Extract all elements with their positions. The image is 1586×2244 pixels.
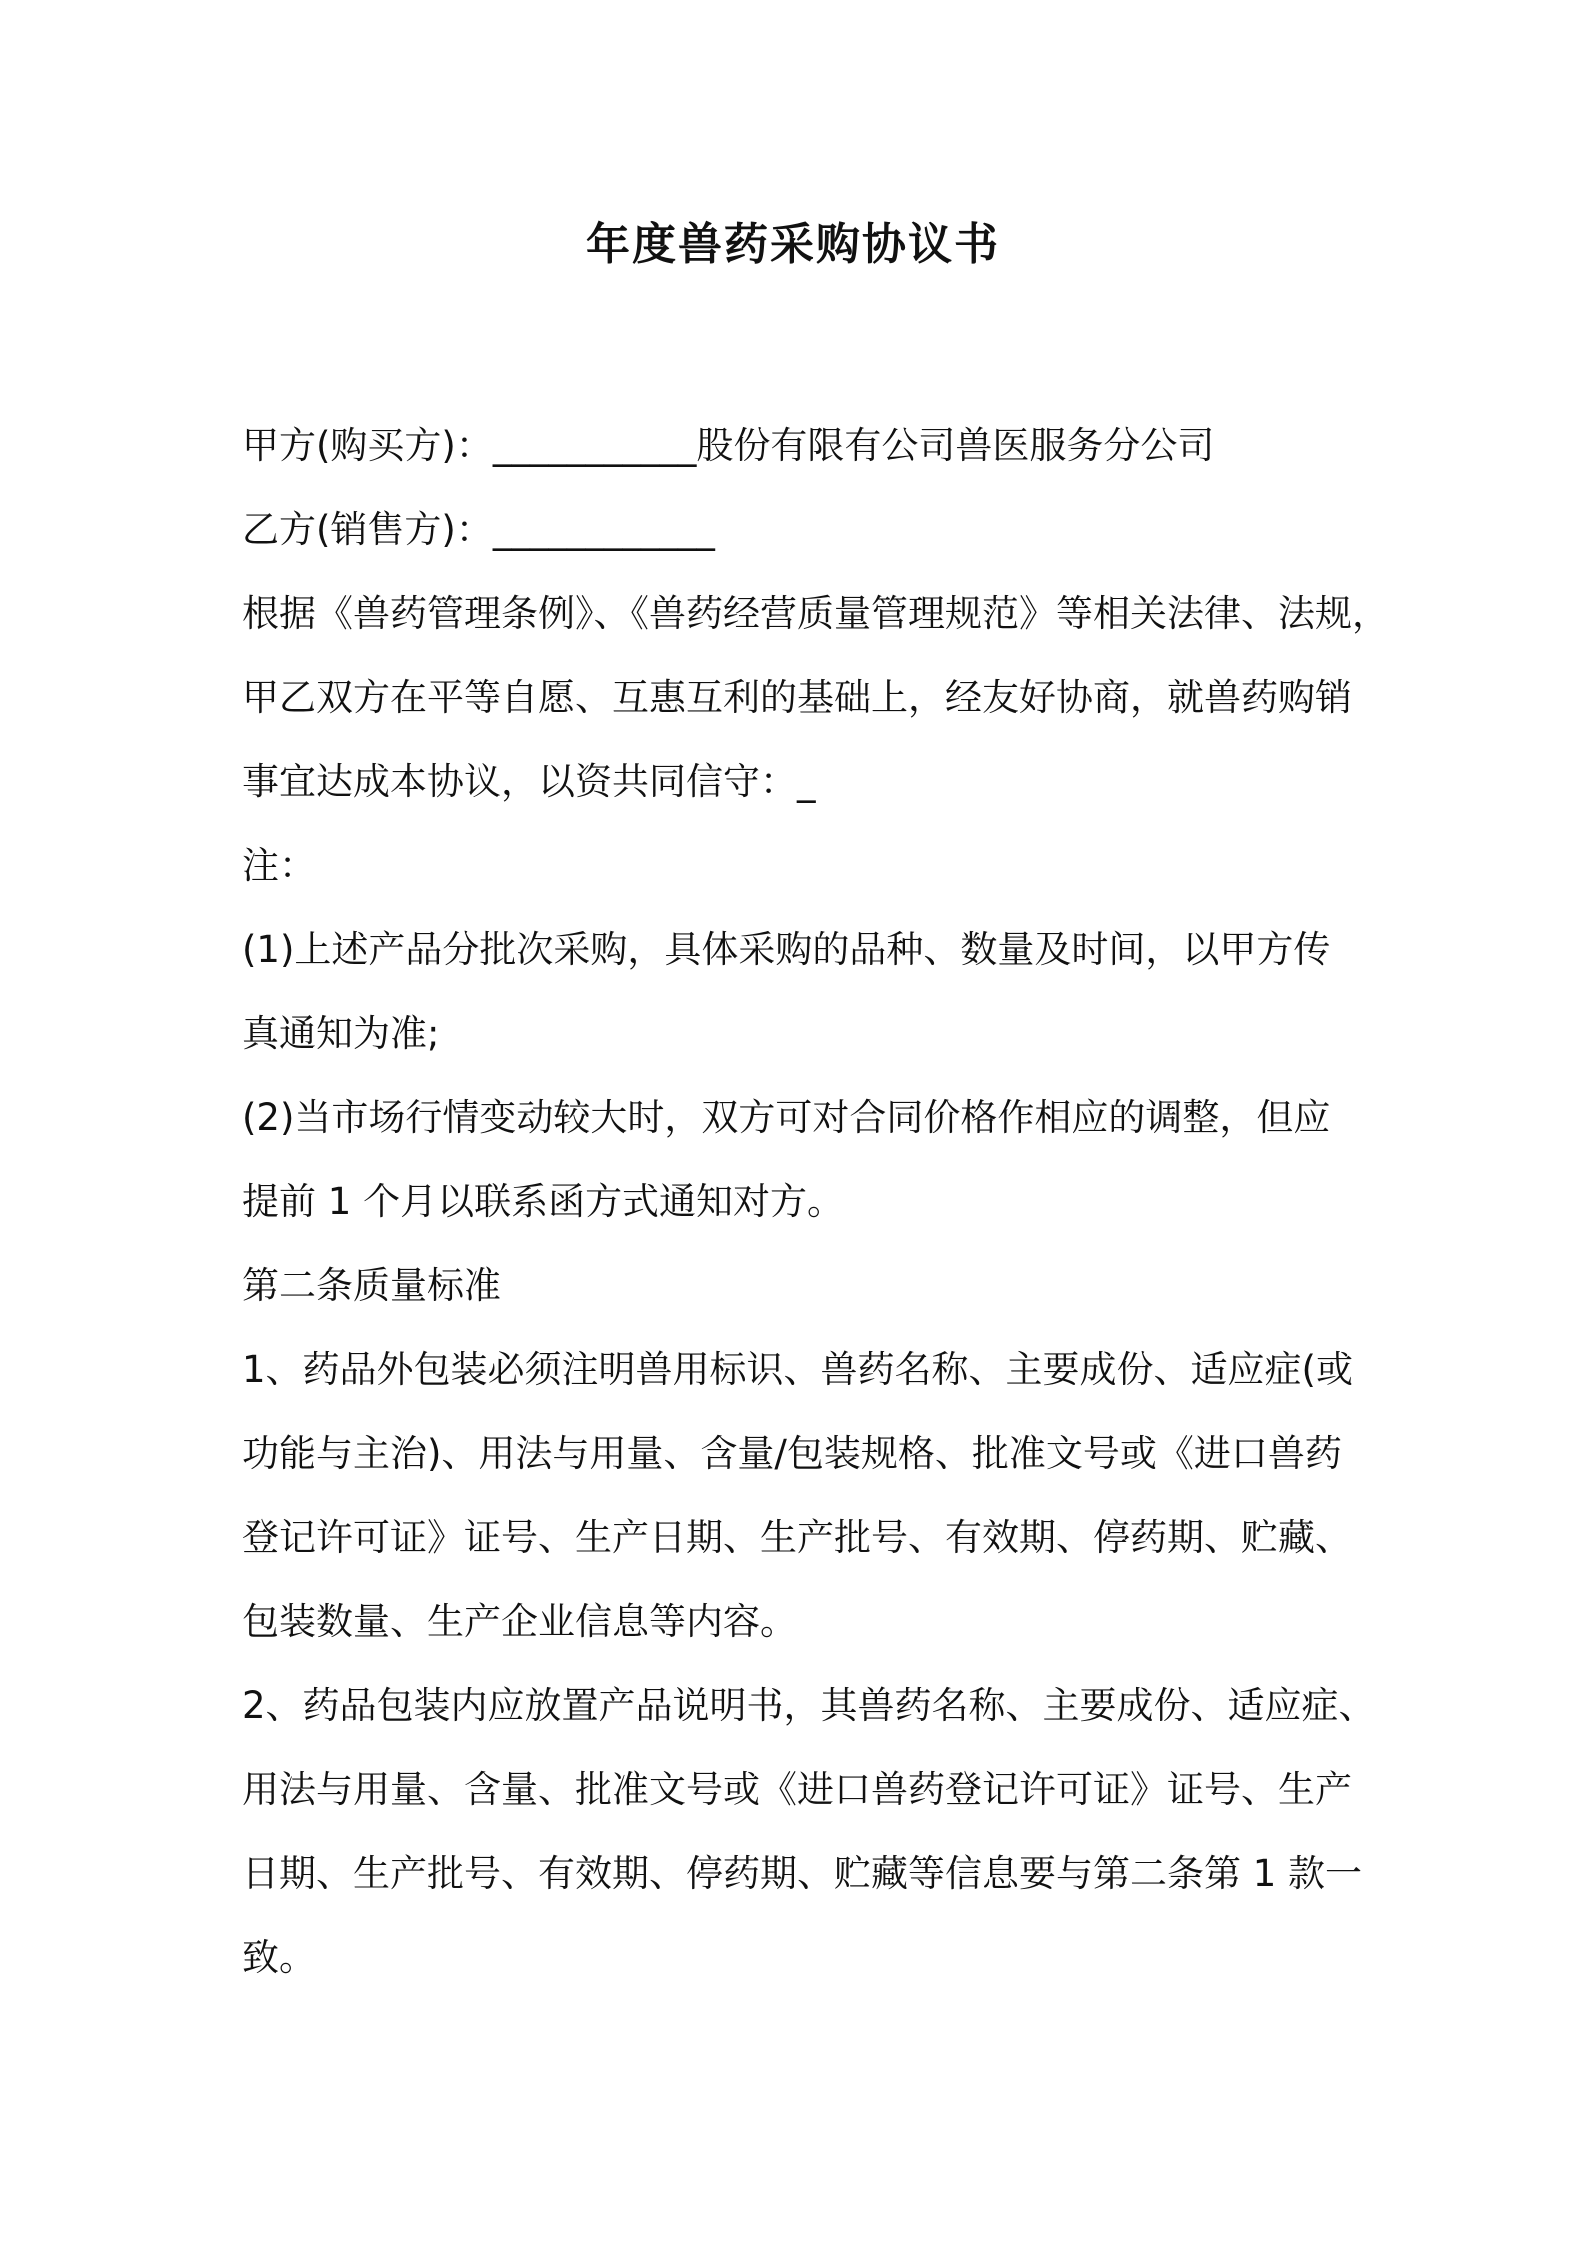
clause-2-line-4: 致。: [242, 1936, 316, 1979]
note-heading: 注：: [242, 844, 316, 887]
note-1-line-2: 真通知为准;: [242, 1012, 440, 1055]
clause-1-line-3: 登记许可证》证号、生产日期、生产批号、有效期、停药期、贮藏、: [242, 1516, 1352, 1559]
party-a-line: 甲方(购买方)：___________股份有限有公司兽医服务分公司: [242, 424, 1215, 467]
preamble-line-3: 事宜达成本协议，以资共同信守：_: [242, 760, 816, 803]
document-body: [242, 404, 1389, 2000]
clause-1-line-1: 1、药品外包装必须注明兽用标识、兽药名称、主要成份、适应症(或: [242, 1348, 1353, 1391]
article-2-heading: 第二条质量标准: [242, 1264, 501, 1307]
clause-1-line-2: 功能与主治)、用法与用量、含量/包装规格、批准文号或《进口兽药: [242, 1432, 1342, 1475]
clause-1-line-4: 包装数量、生产企业信息等内容。: [242, 1600, 797, 1643]
clause-2-line-2: 用法与用量、含量、批准文号或《进口兽药登记许可证》证号、生产: [242, 1768, 1352, 1811]
clause-2-line-3: 日期、生产批号、有效期、停药期、贮藏等信息要与第二条第 1 款一: [242, 1852, 1363, 1895]
party-b-line: 乙方(销售方)：____________: [242, 508, 715, 551]
note-1-line-1: (1)上述产品分批次采购，具体采购的品种、数量及时间，以甲方传: [242, 928, 1331, 971]
preamble-line-1: 根据《兽药管理条例》、《兽药经营质量管理规范》等相关法律、法规，: [242, 592, 1389, 635]
document-title: 年度兽药采购协议书: [586, 219, 1000, 270]
preamble-line-2: 甲乙双方在平等自愿、互惠互利的基础上，经友好协商，就兽药购销: [242, 676, 1352, 719]
note-2-line-2: 提前 1 个月以联系函方式通知对方。: [242, 1180, 845, 1223]
clause-2-line-1: 2、药品包装内应放置产品说明书，其兽药名称、主要成份、适应症、: [242, 1684, 1376, 1727]
note-2-line-1: (2)当市场行情变动较大时，双方可对合同价格作相应的调整，但应: [242, 1096, 1331, 1139]
